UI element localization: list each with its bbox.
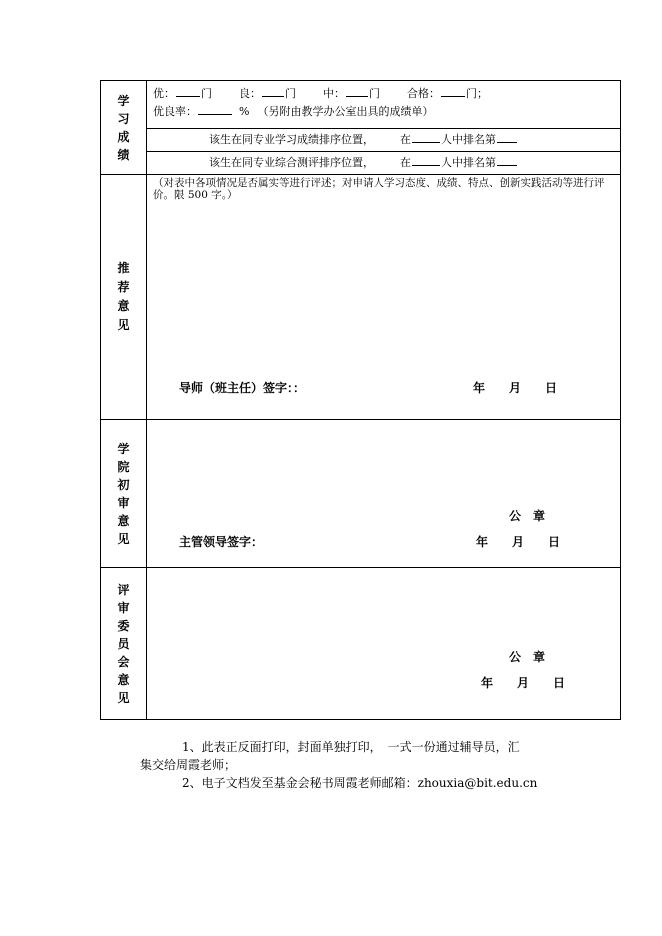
committee-label-char: 评 <box>117 582 130 597</box>
overall-rank-line <box>147 152 620 174</box>
overall-rank-zai: 在 <box>400 156 411 169</box>
college-label-char: 审 <box>117 495 130 510</box>
study-label-char: 成 <box>117 129 130 144</box>
recommend-date <box>473 379 557 396</box>
study-rank-total-field[interactable] <box>412 131 440 143</box>
recommend-label-char: 意 <box>117 299 130 313</box>
overall-rank-text: 该生在同专业综合测评排序位置， <box>209 156 374 169</box>
medium-count-field[interactable] <box>346 85 368 97</box>
good-unit: 门 <box>285 87 296 100</box>
study-section-label <box>101 81 147 175</box>
recommend-label-char: 荐 <box>117 280 130 294</box>
committee-year-label: 年 <box>481 676 494 690</box>
recommend-section-label <box>101 175 147 420</box>
rate-label: 优良率： <box>153 105 197 118</box>
college-label-char: 院 <box>117 459 130 474</box>
college-section-label <box>101 420 147 568</box>
committee-content-cell[interactable] <box>147 568 621 720</box>
recommend-instructions: （对表中各项情况是否属实等进行评述；对申请人学习态度、成绩、特点、创新实践活动等进行评价。限 500 字。） <box>153 177 605 201</box>
footer-note-1: 1、此表正反面打印，封面单独打印， 一式一份通过辅导员，汇 <box>182 740 520 754</box>
excellent-label: 优： <box>153 87 175 100</box>
college-content-cell[interactable] <box>147 420 621 568</box>
committee-section-label <box>101 568 147 720</box>
committee-date <box>481 674 565 691</box>
pass-label: 合格： <box>407 87 440 100</box>
college-month-label: 月 <box>512 535 525 549</box>
college-label-char: 初 <box>117 477 130 492</box>
college-leader-signature-label: 主管领导签字： <box>179 535 264 549</box>
recommend-content-cell[interactable] <box>147 175 621 420</box>
college-label-char: 见 <box>117 531 130 546</box>
pass-unit: 门； <box>466 87 488 100</box>
committee-label-char: 见 <box>117 690 130 705</box>
study-label-char: 习 <box>117 111 130 126</box>
college-day-label: 日 <box>548 535 561 549</box>
medium-unit: 门 <box>369 87 380 100</box>
pass-count-field[interactable] <box>441 85 465 97</box>
overall-rank-total-field[interactable] <box>412 154 440 166</box>
footer-note-1-continued: 集交给周霞老师； <box>140 758 237 772</box>
excellent-unit: 门 <box>201 87 212 100</box>
college-year-label: 年 <box>476 535 489 549</box>
committee-month-label: 月 <box>517 676 530 690</box>
study-rank-cell <box>147 129 621 152</box>
overall-rank-position-field[interactable] <box>497 154 517 166</box>
study-label-char: 学 <box>117 93 130 108</box>
overall-rank-suffix: 人中排名第 <box>441 156 496 169</box>
advisor-signature-label: 导师（班主任）签字：： <box>179 381 306 395</box>
committee-label-char: 意 <box>117 672 130 687</box>
study-rank-line <box>147 129 620 151</box>
college-label-char: 学 <box>117 441 130 456</box>
rate-field[interactable] <box>198 103 232 115</box>
rate-note: （另附由教学办公室出具的成绩单） <box>257 105 434 118</box>
committee-label-char: 员 <box>117 636 130 651</box>
good-label: 良： <box>239 87 261 100</box>
study-rank-suffix: 人中排名第 <box>441 133 496 146</box>
recommend-year-label: 年 <box>473 381 486 395</box>
good-count-field[interactable] <box>262 85 284 97</box>
committee-label-char: 委 <box>117 618 130 633</box>
study-rank-zai: 在 <box>400 133 411 146</box>
footer-note-2: 2、电子文档发至基金会秘书周霞老师邮箱：zhouxia@bit.edu.cn <box>182 776 538 790</box>
committee-label-char: 审 <box>117 600 130 615</box>
recommend-label-char: 推 <box>117 261 130 275</box>
grades-cell <box>147 81 621 129</box>
recommend-label-char: 见 <box>117 318 130 332</box>
college-seal-label: 公 章 <box>509 509 546 523</box>
application-form-table <box>100 80 621 720</box>
committee-seal-label: 公 章 <box>509 650 546 664</box>
study-label-char: 绩 <box>117 147 130 162</box>
recommend-day-label: 日 <box>545 381 558 395</box>
grades-rate-line <box>147 102 620 120</box>
recommend-month-label: 月 <box>509 381 522 395</box>
college-date <box>476 533 560 550</box>
rate-unit: % <box>239 105 250 118</box>
committee-day-label: 日 <box>553 676 566 690</box>
overall-rank-cell <box>147 152 621 175</box>
study-rank-text: 该生在同专业学习成绩排序位置， <box>209 133 374 146</box>
grades-count-line <box>147 81 620 102</box>
medium-label: 中： <box>323 87 345 100</box>
committee-label-char: 会 <box>117 654 130 669</box>
college-label-char: 意 <box>117 513 130 528</box>
excellent-count-field[interactable] <box>176 85 200 97</box>
study-rank-position-field[interactable] <box>497 131 517 143</box>
